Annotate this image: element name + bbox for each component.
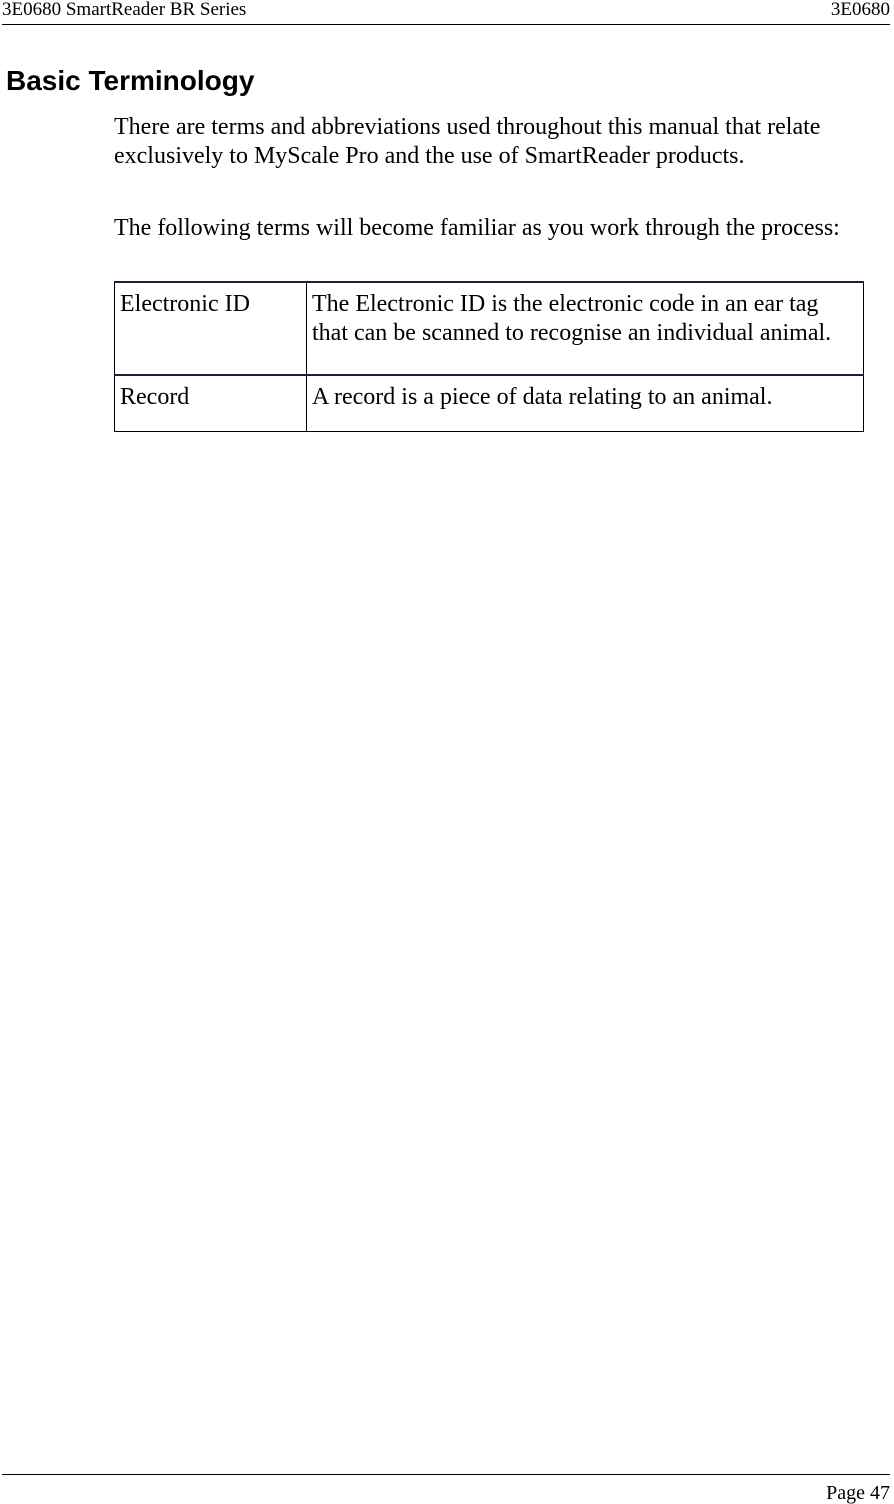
table-row [115,282,864,375]
terminology-table [114,281,864,432]
page-footer [2,1474,890,1504]
page-number: Page 47 [826,1482,890,1504]
term-cell: Electronic ID [115,282,307,375]
definition-cell: The Electronic ID is the electronic code in an ear tag that can be scanned to recognise an individual animal. [307,282,864,375]
section-title: Basic Terminology [6,65,255,96]
lead-in-paragraph: The following terms will become familiar as you work through the process: [114,215,840,241]
definition-cell: A record is a piece of data relating to an animal. [307,375,864,431]
header-document-code: 3E0680 [830,0,890,20]
header-document-title: 3E0680 SmartReader BR Series [2,0,247,20]
term-cell: Record [115,375,307,431]
table-row [115,375,864,431]
intro-paragraph: There are terms and abbreviations used throughout this manual that relate exclusively to MyScale Pro and the use of SmartReader products. [114,114,821,169]
page-header [2,0,890,25]
